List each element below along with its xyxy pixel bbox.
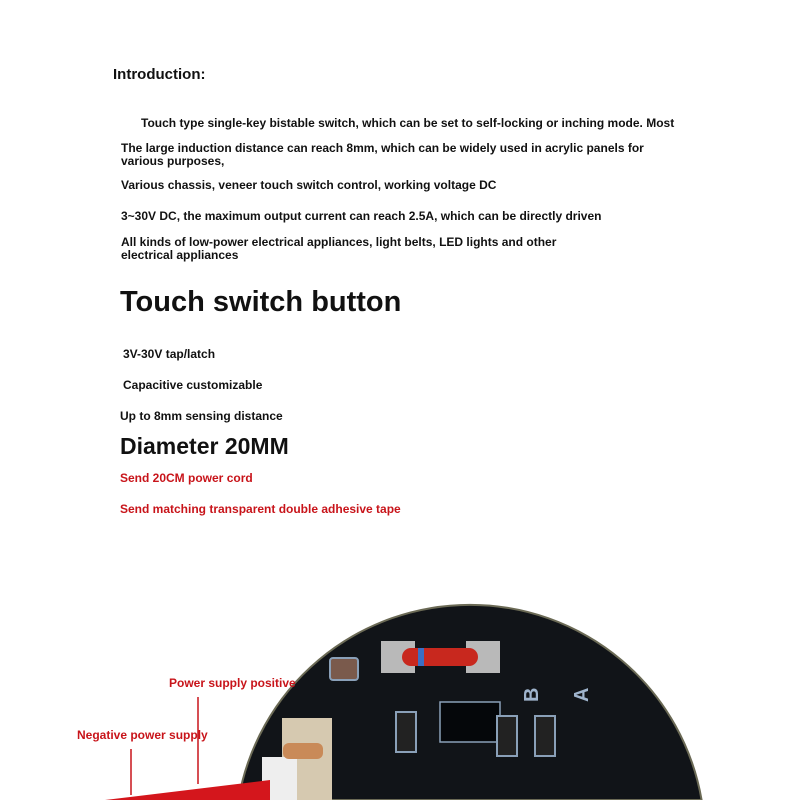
intro-line: various purposes, <box>121 154 225 168</box>
silkscreen-a: A <box>571 687 593 702</box>
intro-heading: Introduction: <box>113 66 206 83</box>
feature: Up to 8mm sensing distance <box>120 409 283 423</box>
intro-line: Various chassis, veneer touch switch control, working voltage DC <box>121 178 497 192</box>
chip <box>440 702 500 742</box>
diode-band <box>418 648 424 666</box>
feature: 3V-30V tap/latch <box>123 347 216 361</box>
resistor <box>535 716 555 756</box>
feature: Capacitive customizable <box>123 378 263 392</box>
extra-cord: Send 20CM power cord <box>120 471 253 485</box>
connector-pin <box>283 743 323 759</box>
intro-line: Touch type single-key bistable switch, which can be set to self-locking or inching mode. Most <box>141 116 675 130</box>
intro-line: All kinds of low-power electrical appliances, light belts, LED lights and other <box>121 235 557 249</box>
intro-line: electrical appliances <box>121 248 239 262</box>
intro-line: The large induction distance can reach 8mm, which can be widely used in acrylic panels for <box>121 141 644 155</box>
resistor <box>497 716 517 756</box>
extra-tape: Send matching transparent double adhesive tape <box>120 502 401 516</box>
red-wire <box>105 780 270 800</box>
label-positive: Power supply positive <box>169 676 296 690</box>
product-title: Touch switch button <box>120 286 402 318</box>
diameter: Diameter 20MM <box>120 433 289 459</box>
capacitor <box>330 658 358 680</box>
label-negative: Negative power supply <box>77 728 208 742</box>
resistor <box>396 712 416 752</box>
intro-line: 3~30V DC, the maximum output current can reach 2.5A, which can be directly driven <box>121 209 602 223</box>
diode <box>402 648 478 666</box>
silkscreen-b: B <box>521 687 543 702</box>
